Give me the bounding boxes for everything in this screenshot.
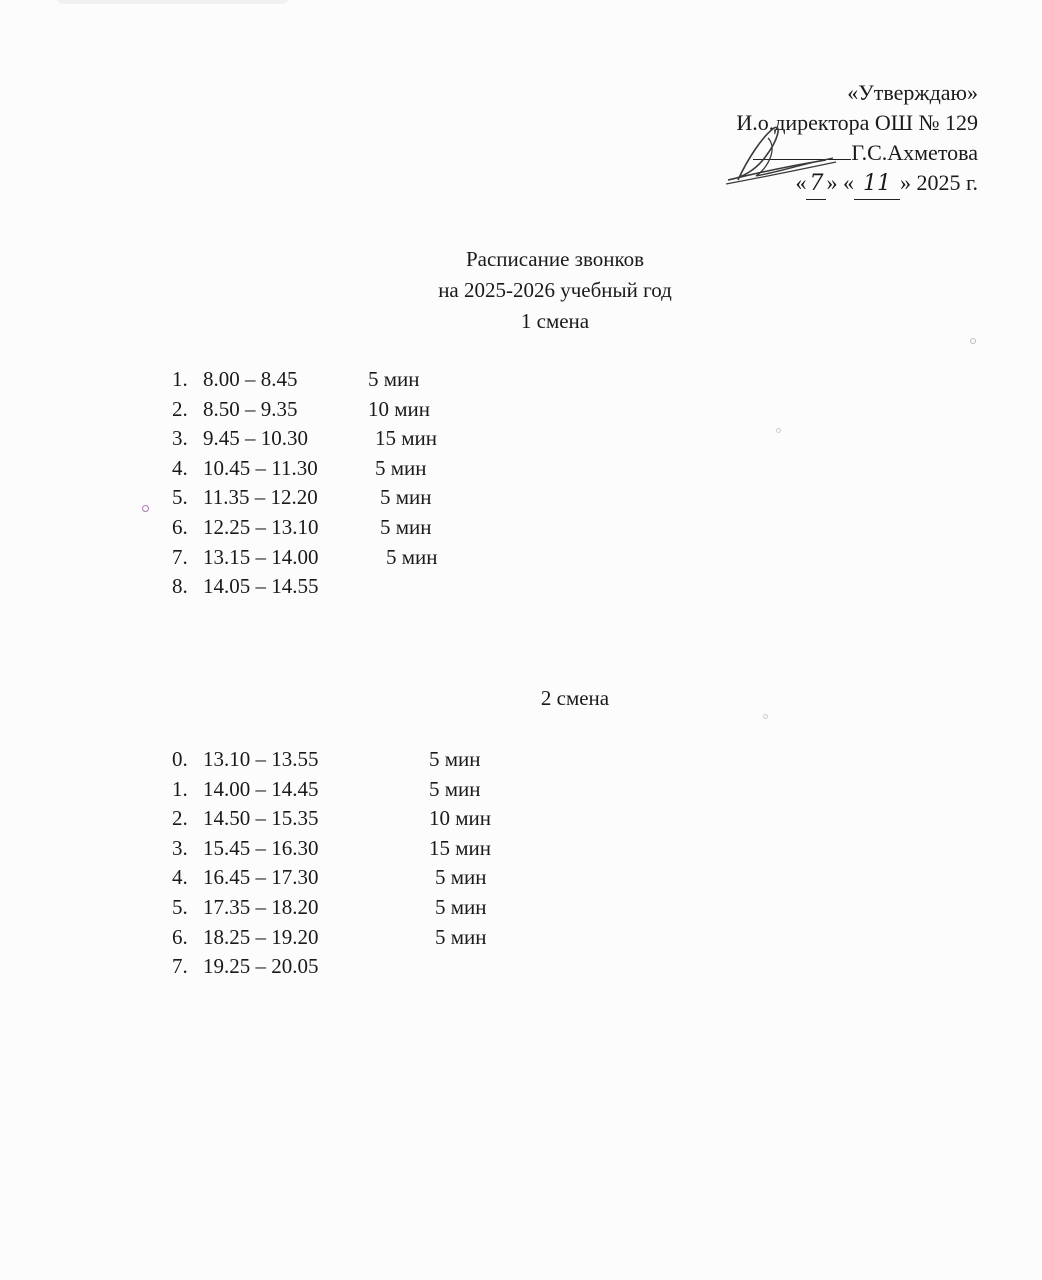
document-title bbox=[300, 244, 810, 337]
lesson-time: 11.35 – 12.20 bbox=[203, 485, 318, 510]
approval-date: « 7 » « 11 » 2025 г. bbox=[658, 168, 978, 200]
title-line-1: Расписание звонков bbox=[465, 247, 645, 271]
lesson-time: 15.45 – 16.30 bbox=[203, 835, 319, 860]
schedule-row bbox=[172, 863, 532, 893]
schedule-row bbox=[172, 834, 532, 864]
lesson-time: 17.35 – 18.20 bbox=[203, 894, 319, 919]
lesson-number: 4. bbox=[172, 455, 188, 480]
lesson-time: 13.15 – 14.00 bbox=[203, 544, 319, 569]
schedule-row bbox=[172, 483, 492, 513]
date-month: 11 bbox=[854, 169, 900, 200]
lesson-time: 10.45 – 11.30 bbox=[203, 455, 318, 480]
schedule-row bbox=[172, 572, 492, 602]
lesson-number: 1. bbox=[172, 367, 188, 391]
break-duration: 5 мин bbox=[435, 894, 487, 919]
shift-2-heading: 2 смена bbox=[540, 686, 610, 710]
ink-speck bbox=[970, 338, 976, 344]
schedule-row bbox=[172, 454, 492, 484]
title-line-2: на 2025-2026 учебный год bbox=[438, 278, 672, 302]
handwritten-signature bbox=[708, 118, 838, 198]
lesson-time: 19.25 – 20.05 bbox=[203, 954, 319, 979]
lesson-number: 3. bbox=[172, 835, 188, 860]
break-duration: 5 мин bbox=[386, 544, 438, 569]
shift-2-schedule bbox=[172, 745, 532, 982]
schedule-row bbox=[172, 893, 532, 923]
lesson-time: 13.10 – 13.55 bbox=[203, 747, 319, 771]
top-tab bbox=[55, 0, 290, 4]
schedule-row bbox=[172, 513, 492, 543]
break-duration: 10 мин bbox=[368, 396, 431, 421]
lesson-number: 1. bbox=[172, 776, 188, 801]
lesson-time: 8.50 – 9.35 bbox=[203, 396, 298, 421]
lesson-time: 9.45 – 10.30 bbox=[203, 426, 308, 451]
break-duration: 5 мин bbox=[435, 924, 487, 949]
schedule-row bbox=[172, 775, 532, 805]
break-duration: 5 мин bbox=[380, 485, 432, 510]
break-duration: 5 мин bbox=[368, 367, 420, 391]
break-duration: 5 мин bbox=[380, 514, 432, 539]
lesson-number: 7. bbox=[172, 544, 188, 569]
title-line-3: 1 смена bbox=[520, 309, 590, 333]
date-year: » 2025 г. bbox=[899, 170, 978, 195]
break-duration: 5 мин bbox=[429, 747, 481, 771]
lesson-number: 0. bbox=[172, 747, 188, 771]
break-duration: 15 мин bbox=[375, 426, 438, 451]
lesson-time: 14.00 – 14.45 bbox=[203, 776, 319, 801]
lesson-number: 4. bbox=[172, 865, 188, 890]
schedule-row bbox=[172, 745, 532, 775]
approval-title: «Утверждаю» bbox=[847, 80, 978, 105]
lesson-time: 16.45 – 17.30 bbox=[203, 865, 319, 890]
lesson-number: 2. bbox=[172, 396, 188, 421]
lesson-number: 6. bbox=[172, 924, 188, 949]
schedule-row bbox=[172, 365, 492, 395]
ink-speck bbox=[142, 505, 149, 512]
lesson-number: 5. bbox=[172, 485, 188, 510]
schedule-row bbox=[172, 424, 492, 454]
lesson-time: 14.50 – 15.35 bbox=[203, 806, 319, 831]
ink-speck bbox=[763, 714, 768, 719]
date-day: 7 bbox=[806, 169, 826, 200]
lesson-time: 8.00 – 8.45 bbox=[203, 367, 298, 391]
schedule-row bbox=[172, 804, 532, 834]
break-duration: 5 мин bbox=[435, 865, 487, 890]
lesson-time: 18.25 – 19.20 bbox=[203, 924, 319, 949]
approval-position: И.о.директора ОШ № 129 bbox=[736, 110, 978, 135]
schedule-row bbox=[172, 923, 532, 953]
schedule-row bbox=[172, 395, 492, 425]
lesson-time: 14.05 – 14.55 bbox=[203, 574, 319, 599]
lesson-number: 6. bbox=[172, 514, 188, 539]
schedule-row bbox=[172, 952, 532, 982]
break-duration: 5 мин bbox=[429, 776, 481, 801]
lesson-number: 5. bbox=[172, 894, 188, 919]
lesson-time: 12.25 – 13.10 bbox=[203, 514, 319, 539]
break-duration: 5 мин bbox=[375, 455, 427, 480]
lesson-number: 8. bbox=[172, 574, 188, 599]
lesson-number: 3. bbox=[172, 426, 188, 451]
break-duration: 15 мин bbox=[429, 835, 492, 860]
approval-name: Г.С.Ахметова bbox=[851, 140, 978, 165]
lesson-number: 2. bbox=[172, 806, 188, 831]
break-duration: 10 мин bbox=[429, 806, 492, 831]
ink-speck bbox=[776, 428, 781, 433]
shift-1-schedule bbox=[172, 365, 492, 602]
lesson-number: 7. bbox=[172, 954, 188, 979]
schedule-row bbox=[172, 543, 492, 573]
